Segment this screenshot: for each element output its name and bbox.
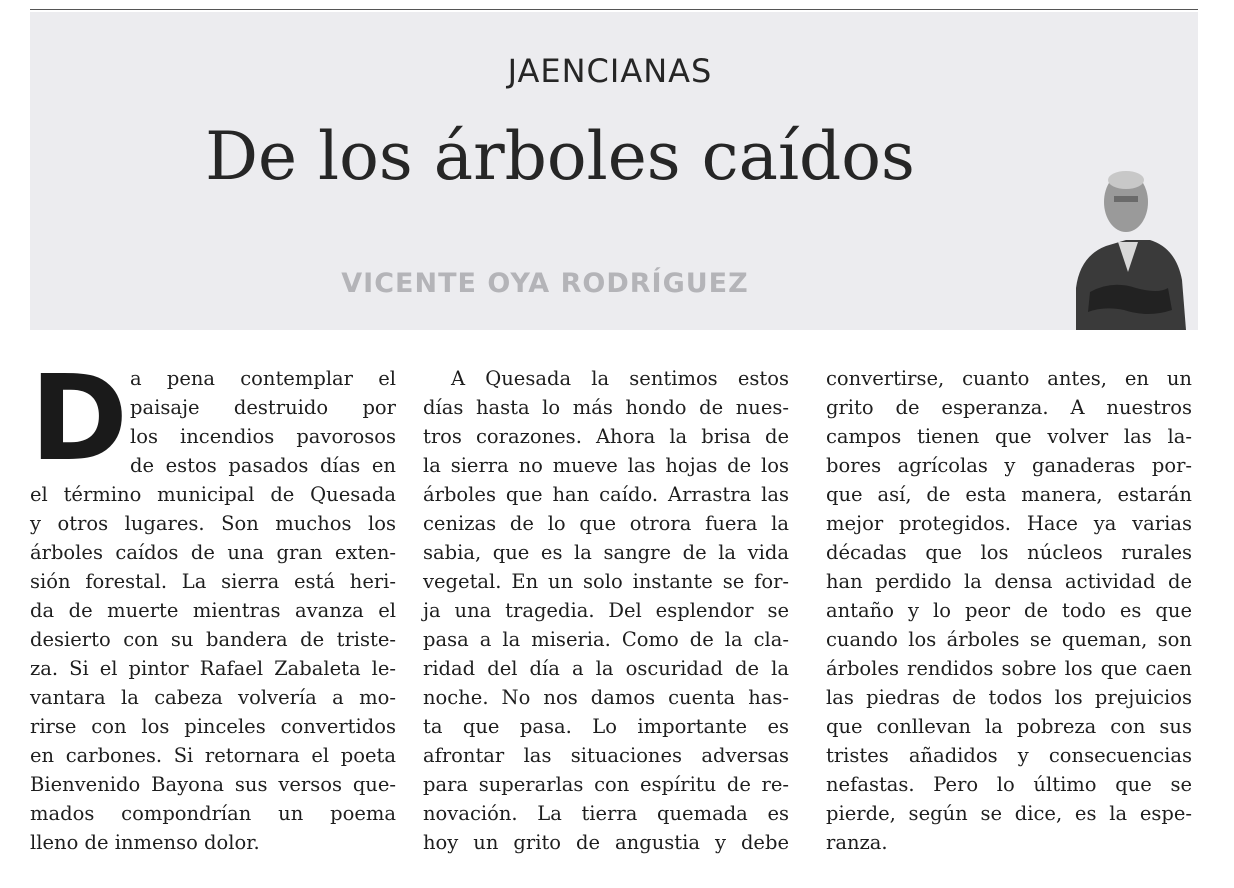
body-line: árboles caídos de una gran exten- (30, 541, 396, 564)
body-line: A Quesada la sentimos estos (451, 367, 789, 390)
body-line: nefastas. Pero lo último que se (826, 773, 1192, 796)
body-line: tristes añadidos y consecuencias (826, 744, 1192, 767)
body-line: noche. No nos damos cuenta has- (423, 686, 789, 709)
body-line: mados compondrían un poema (30, 802, 396, 825)
body-line: ridad del día a la oscuridad de la (423, 657, 789, 680)
column-3 (826, 364, 1192, 857)
body-line: sión forestal. La sierra está heri- (30, 570, 396, 593)
body-line: de estos pasados días en (130, 454, 396, 477)
body-line: la sierra no mueve las hojas de los (423, 454, 789, 477)
body-line: vegetal. En un solo instante se for- (423, 570, 789, 593)
body-line: convertirse, cuanto antes, en un (826, 367, 1192, 390)
body-line: las piedras de todos los prejuicios (826, 686, 1192, 709)
body-line: décadas que los núcleos rurales (826, 541, 1192, 564)
body-line: da de muerte mientras avanza el (30, 599, 396, 622)
body-line: pasa a la miseria. Como de la cla- (423, 628, 789, 651)
column-2 (423, 364, 789, 857)
body-line: desierto con su bandera de triste- (30, 628, 396, 651)
body-line: y otros lugares. Son muchos los (30, 512, 396, 535)
body-line: rirse con los pinceles convertidos (30, 715, 396, 738)
body-line: ranza. (826, 831, 888, 854)
headline: De los árboles caídos (205, 118, 915, 195)
body-line: tros corazones. Ahora la brisa de (423, 425, 789, 448)
body-line: afrontar las situaciones adversas (423, 744, 789, 767)
body-line: días hasta lo más hondo de nues- (423, 396, 789, 419)
article-body (30, 349, 1200, 864)
body-line: ta que pasa. Lo importante es (423, 715, 789, 738)
body-line: el término municipal de Quesada (30, 483, 396, 506)
body-line: para superarlas con espíritu de re- (423, 773, 789, 796)
body-line: paisaje destruido por (130, 396, 396, 419)
body-line: novación. La tierra quemada es (423, 802, 789, 825)
body-line: que así, de esta manera, estarán (826, 483, 1192, 506)
section-label: JAENCIANAS (507, 52, 713, 90)
drop-cap: D (30, 349, 128, 487)
author-photo (1068, 160, 1188, 330)
body-line: antaño y lo peor de todo es que (826, 599, 1192, 622)
body-line: pierde, según se dice, es la espe- (826, 802, 1192, 825)
body-line: a pena contemplar el (130, 367, 396, 390)
body-line: vantara la cabeza volvería a mo- (30, 686, 396, 709)
body-line: bores agrícolas y ganaderas por- (826, 454, 1192, 477)
body-line: cuando los árboles se queman, son (826, 628, 1192, 651)
body-line: que conllevan la pobreza con sus (826, 715, 1192, 738)
body-line: campos tienen que volver las la- (826, 425, 1192, 448)
body-line: sabia, que es la sangre de la vida (423, 541, 789, 564)
top-rule (30, 9, 1198, 10)
column-1 (30, 349, 396, 857)
body-line: za. Si el pintor Rafael Zabaleta le- (30, 657, 396, 680)
body-line: mejor protegidos. Hace ya varias (826, 512, 1192, 535)
body-line: grito de esperanza. A nuestros (826, 396, 1192, 419)
body-line: árboles rendidos sobre los que caen (826, 657, 1192, 680)
body-line: hoy un grito de angustia y debe (423, 831, 789, 854)
body-line: ja una tragedia. Del esplendor se (423, 599, 789, 622)
byline: VICENTE OYA RODRÍGUEZ (341, 268, 749, 299)
body-line: cenizas de lo que otrora fuera la (423, 512, 789, 535)
body-line: han perdido la densa actividad de (826, 570, 1192, 593)
body-line: Bienvenido Bayona sus versos que- (30, 773, 396, 796)
body-line: en carbones. Si retornara el poeta (30, 744, 396, 767)
body-line: los incendios pavorosos (130, 425, 396, 448)
body-line: lleno de inmenso dolor. (30, 831, 260, 854)
body-line: árboles que han caído. Arrastra las (423, 483, 789, 506)
